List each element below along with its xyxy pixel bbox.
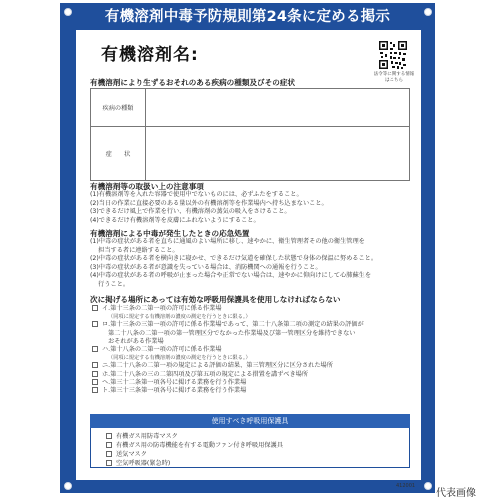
ppe-place-item: ハ.第十八条の二第一項の許可に係る作業場 [92, 346, 364, 354]
ppe-place-item: ヘ.第三十二条第一項各号に掲げる業務を行う作業場 [92, 379, 364, 387]
emergency-list [90, 238, 377, 290]
ppe-types-list [106, 432, 283, 468]
qr-caption: 法令等に関する情報はこちら [373, 72, 415, 83]
representative-image-label: 代表画像 [436, 488, 476, 499]
handling-item: (4)できるだけ有機溶剤等を皮膚にふれないようにすること。 [90, 216, 260, 224]
ppe-place-item: イ.第十三条の二第一項の許可に係る作業場 [92, 305, 364, 313]
ppe-place-item: ロ.第十三条の三第一項の許可に係る作業場であって、第二十八条第二項の測定の結果の評価が [92, 321, 364, 329]
ppe-type-item: 送気マスク [106, 450, 283, 459]
emergency-item: (4)中毒の症状がある者の呼吸が止まった場合や正常でない場合は、速やかに仰向けにして心肺蘇生を [90, 272, 372, 280]
checkbox[interactable] [106, 451, 112, 457]
ppe-type-item: 有機ガス用防毒マスク [106, 432, 283, 441]
symptoms-field[interactable] [146, 127, 410, 181]
handling-item: (3)できるだけ風上で作業を行い、有機溶剤の蒸気の吸入をさけること。 [90, 208, 291, 216]
checkbox[interactable] [92, 379, 98, 385]
solvent-name-label: 有機溶剤名: [101, 45, 199, 65]
ppe-types-header: 使用すべき呼吸用保護具 [90, 414, 410, 428]
ppe-type-item: 空気呼吸器(緊急時) [106, 459, 283, 468]
disease-section-heading: 有機溶剤により生ずるおそれのある疾病の種類及びその症状 [90, 78, 296, 87]
checkbox[interactable] [106, 442, 112, 448]
checkbox[interactable] [106, 433, 112, 439]
mounting-hole [424, 482, 432, 490]
disease-type-label: 疾病の種類 [91, 89, 146, 127]
emergency-item: (2)中毒の症状がある者を横向きに寝かせ、できるだけ気道を確保した状態で身体の保温に努めること。 [90, 255, 378, 263]
ppe-place-item: ホ.第二十八条の三の二第四項及び第五項の規定による措置を講ずべき場所 [92, 371, 364, 379]
ppe-place-item: ニ.第二十八条の二第一項の規定による評価の結果、第三管理区分に区分された場所 [92, 362, 364, 370]
checkbox[interactable] [106, 460, 112, 466]
disease-table [90, 88, 410, 181]
product-code: 412001 [396, 483, 416, 489]
qr-code-icon[interactable] [378, 40, 408, 70]
disease-type-field[interactable] [146, 89, 410, 127]
mounting-hole [64, 482, 72, 490]
checkbox[interactable] [92, 321, 98, 327]
emergency-item: (1)中毒の症状がある者を直ちに通風のよい場所に移し、速やかに、衛生管理者その他の衛生管理を [90, 238, 365, 245]
ppe-places-heading: 次に掲げる場所にあっては有効な呼吸用保護具を使用しなければならない [90, 295, 341, 304]
emergency-item: 担当する者に連絡すること。 [90, 246, 179, 254]
handling-list [90, 191, 328, 225]
ppe-place-item: ト.第三十三条第一項各号に掲げる業務を行う作業場 [92, 387, 364, 395]
ppe-places-list: イ.第十三条の二第一項の許可に係る作業場 （同項に規定する有機溶剤の濃度の測定を行うときに限る。） ロ.第十三条の三第一項の許可に係る作業場であって、第二十八条第二項の測定の結果の評価が 第二十八条の二第一項の第一管理区分でなかった作業場及び第一管理区分を維持できない おそれがある作業場 ハ.第十八条の二第一項の許可に係る作業場 （同項に規定する有機溶剤の濃度の測定を行うときに限る。） ニ.第二十八条の二第一項の規定による評価の結果、第三管理区分に区分された場所 ホ.第二十八条の三の二第四項及び第五項の規定による措置を講ずべき場所 ヘ.第三十二条第一項各号に掲げる業務を行う作業場 ト.第三十三条第一項各号に掲げる業務を行う作業場 [92, 305, 364, 395]
checkbox[interactable] [92, 362, 98, 368]
emergency-item: (3)中毒の症状がある者が意識を失っている場合は、消防機関への通報を行うこと。 [90, 263, 322, 271]
checkbox[interactable] [92, 371, 98, 377]
emergency-section-heading: 有機溶剤による中毒が発生したときの応急処置 [90, 229, 250, 238]
emergency-item: 行うこと。 [90, 280, 130, 288]
ppe-type-item: 有機ガス用の防毒機能を有する電動ファン付き呼吸用保護具 [106, 441, 283, 450]
sign-title: 有機溶剤中毒予防規則第24条に定める掲示 [104, 9, 391, 25]
checkbox[interactable] [92, 305, 98, 311]
checkbox[interactable] [92, 387, 98, 393]
checkbox[interactable] [92, 346, 98, 352]
handling-item: (2)当日の作業に直接必要のある量以外の有機溶剤等を作業場内へ持ち込まないこと。 [90, 199, 328, 207]
handling-item: (1)有機溶剤等を入れた容器で使用中でないものには、必ずふたをすること。 [90, 191, 303, 198]
handling-section-heading: 有機溶剤等の取扱い上の注意事項 [90, 182, 204, 191]
symptoms-label: 症 状 [91, 127, 146, 181]
